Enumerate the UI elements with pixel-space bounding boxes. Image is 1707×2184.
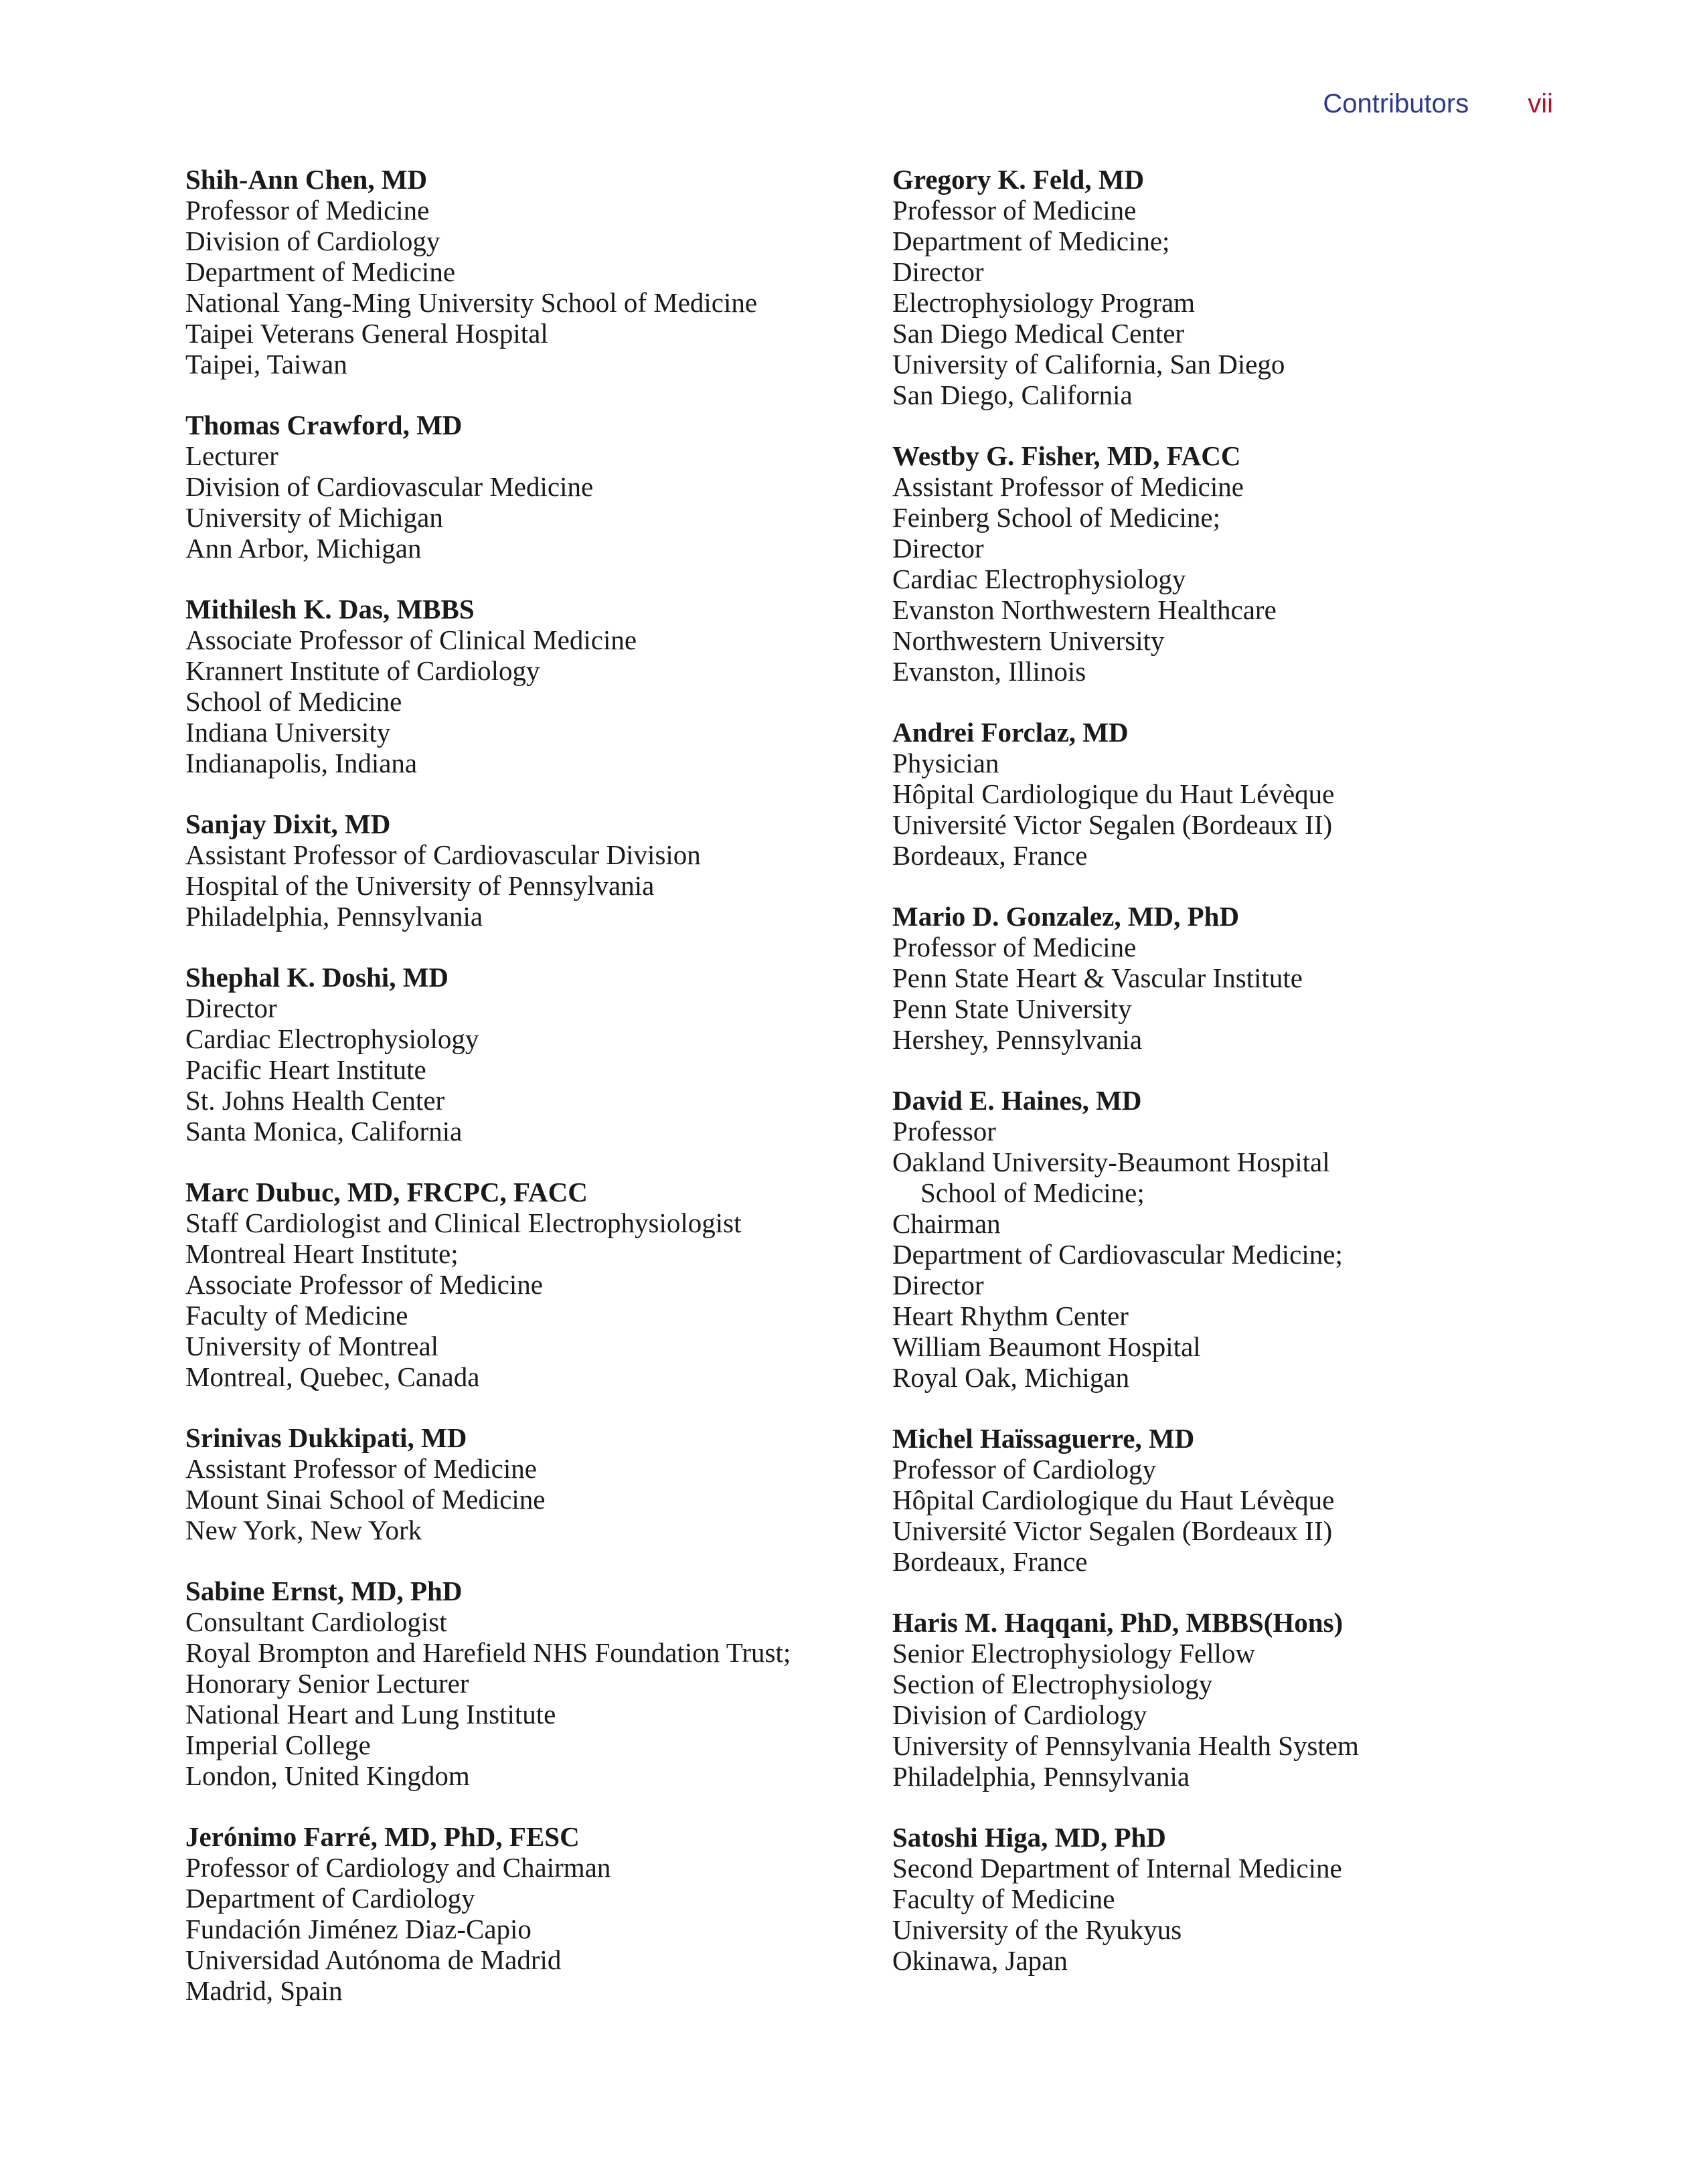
affiliation-line: Professor: [892, 1116, 996, 1147]
contributor-entry: [185, 1177, 855, 1392]
affiliation-line: University of Pennsylvania Health System: [892, 1730, 1359, 1761]
affiliation-line: Hospital of the University of Pennsylvania: [185, 870, 655, 901]
affiliation-line: New York, New York: [185, 1515, 422, 1545]
affiliation-line: Pacific Heart Institute: [185, 1054, 426, 1085]
contributor-name: Sanjay Dixit, MD: [185, 809, 391, 839]
affiliation-line: University of Michigan: [185, 502, 443, 533]
affiliation-line: Fundación Jiménez Diaz-Capio: [185, 1914, 532, 1944]
contributor-entry: [185, 809, 855, 932]
affiliation-line: Department of Medicine: [185, 256, 456, 287]
affiliation-line: Chairman: [892, 1208, 1001, 1239]
affiliation-line: Director: [185, 993, 277, 1023]
affiliation-line: Department of Cardiovascular Medicine;: [892, 1239, 1343, 1270]
affiliation-line: San Diego Medical Center: [892, 318, 1185, 349]
contributor-entry: [185, 1821, 855, 2006]
affiliation-line: Professor of Cardiology and Chairman: [185, 1852, 611, 1883]
contributor-entry: [892, 1607, 1562, 1792]
affiliation-line: Santa Monica, California: [185, 1116, 463, 1147]
affiliation-line: Hôpital Cardiologique du Haut Lévèque: [892, 1485, 1335, 1515]
affiliation-line: Second Department of Internal Medicine: [892, 1853, 1342, 1883]
affiliation-line: Taipei, Taiwan: [185, 349, 347, 380]
affiliation-line: Professor of Medicine: [892, 195, 1137, 226]
contributor-name: Michel Haïssaguerre, MD: [892, 1423, 1195, 1454]
affiliation-line: Hershey, Pennsylvania: [892, 1024, 1143, 1055]
affiliation-line: Madrid, Spain: [185, 1975, 343, 2006]
affiliation-line: Assistant Professor of Medicine: [185, 1453, 537, 1484]
affiliation-line: St. Johns Health Center: [185, 1085, 445, 1116]
affiliation-line: Director: [892, 256, 984, 287]
contributor-name: Andrei Forclaz, MD: [892, 717, 1129, 748]
affiliation-line: National Yang-Ming University School of Medicine: [185, 287, 758, 318]
contributors-column-right: [892, 164, 1562, 2006]
affiliation-line: Penn State University: [892, 993, 1132, 1024]
affiliation-line: University of the Ryukyus: [892, 1914, 1182, 1945]
affiliation-line: Taipei Veterans General Hospital: [185, 318, 548, 349]
contributor-name: Mithilesh K. Das, MBBS: [185, 594, 475, 624]
contributor-entry: [185, 962, 855, 1147]
running-head: [1323, 90, 1553, 117]
contributor-entry: [892, 164, 1562, 410]
contributor-name: Haris M. Haqqani, PhD, MBBS(Hons): [892, 1607, 1344, 1638]
affiliation-line: Physician: [892, 748, 999, 778]
affiliation-line: Faculty of Medicine: [892, 1883, 1115, 1914]
contributor-entry: [185, 594, 855, 778]
affiliation-line: Montreal Heart Institute;: [185, 1238, 459, 1269]
affiliation-line: National Heart and Lung Institute: [185, 1699, 556, 1730]
contributor-entry: [892, 440, 1562, 687]
affiliation-line: Division of Cardiology: [892, 1699, 1147, 1730]
affiliation-line: Assistant Professor of Medicine: [892, 471, 1244, 502]
contributor-name: Satoshi Higa, MD, PhD: [892, 1822, 1166, 1853]
affiliation-line: Staff Cardiologist and Clinical Electrophysiologist: [185, 1207, 742, 1238]
contributor-entry: [185, 1422, 855, 1545]
page-number: vii: [1528, 89, 1553, 118]
affiliation-line: Department of Medicine;: [892, 226, 1170, 256]
affiliation-line: Section of Electrophysiology: [892, 1669, 1213, 1699]
contributors-column-left: [185, 164, 855, 2036]
contributor-name: Jerónimo Farré, MD, PhD, FESC: [185, 1821, 580, 1852]
affiliation-line: Indiana University: [185, 717, 391, 748]
affiliation-line: Honorary Senior Lecturer: [185, 1668, 469, 1699]
affiliation-line: Northwestern University: [892, 625, 1165, 656]
affiliation-line: Bordeaux, France: [892, 840, 1088, 871]
affiliation-line: Université Victor Segalen (Bordeaux II): [892, 809, 1333, 840]
contributor-entry: [185, 164, 855, 380]
affiliation-line: Montreal, Quebec, Canada: [185, 1361, 480, 1392]
affiliation-line: Philadelphia, Pennsylvania: [892, 1761, 1190, 1792]
affiliation-line: Evanston Northwestern Healthcare: [892, 594, 1277, 625]
affiliation-line: Faculty of Medicine: [185, 1300, 408, 1331]
affiliation-line: Royal Brompton and Harefield NHS Foundation Trust;: [185, 1637, 791, 1668]
affiliation-line: Feinberg School of Medicine;: [892, 502, 1221, 533]
contributor-name: Thomas Crawford, MD: [185, 410, 463, 440]
affiliation-line: San Diego, California: [892, 380, 1133, 410]
affiliation-line: William Beaumont Hospital: [892, 1331, 1201, 1362]
affiliation-line: Ann Arbor, Michigan: [185, 533, 422, 564]
affiliation-line: Division of Cardiology: [185, 226, 440, 256]
affiliation-line: Assistant Professor of Cardiovascular Division: [185, 839, 701, 870]
affiliation-line: Cardiac Electrophysiology: [185, 1023, 479, 1054]
affiliation-line: Université Victor Segalen (Bordeaux II): [892, 1515, 1333, 1546]
affiliation-line: University of Montreal: [185, 1331, 439, 1361]
affiliation-line: Senior Electrophysiology Fellow: [892, 1638, 1256, 1669]
contributor-name: Sabine Ernst, MD, PhD: [185, 1576, 463, 1606]
contributor-name: Shephal K. Doshi, MD: [185, 962, 449, 993]
affiliation-line: Evanston, Illinois: [892, 656, 1086, 687]
affiliation-line: Consultant Cardiologist: [185, 1606, 447, 1637]
affiliation-line: Division of Cardiovascular Medicine: [185, 471, 594, 502]
contributor-name: Srinivas Dukkipati, MD: [185, 1422, 467, 1453]
section-title: Contributors: [1323, 89, 1469, 118]
contributor-entry: [892, 717, 1562, 871]
affiliation-line: Krannert Institute of Cardiology: [185, 655, 540, 686]
affiliation-line: Oakland University-Beaumont Hospital: [892, 1147, 1330, 1177]
affiliation-line: Bordeaux, France: [892, 1546, 1088, 1577]
affiliation-line: University of California, San Diego: [892, 349, 1285, 380]
contributor-entry: [892, 1085, 1562, 1393]
contributor-entry: [892, 1822, 1562, 1976]
affiliation-line: School of Medicine: [185, 686, 402, 717]
contributor-entry: [185, 410, 855, 564]
affiliation-line: Associate Professor of Clinical Medicine: [185, 624, 637, 655]
affiliation-line: Mount Sinai School of Medicine: [185, 1484, 546, 1515]
contributor-name: David E. Haines, MD: [892, 1085, 1142, 1116]
affiliation-line: Department of Cardiology: [185, 1883, 475, 1914]
contributor-entry: [185, 1576, 855, 1791]
contributor-entry: [892, 1423, 1562, 1577]
contributor-name: Gregory K. Feld, MD: [892, 164, 1145, 195]
affiliation-line: Imperial College: [185, 1730, 371, 1760]
affiliation-line: Okinawa, Japan: [892, 1945, 1068, 1976]
affiliation-line: Electrophysiology Program: [892, 287, 1196, 318]
affiliation-line: Royal Oak, Michigan: [892, 1362, 1130, 1393]
affiliation-line: Associate Professor of Medicine: [185, 1269, 544, 1300]
affiliation-line: Indianapolis, Indiana: [185, 748, 418, 778]
contributor-entry: [892, 901, 1562, 1055]
contributor-name: Westby G. Fisher, MD, FACC: [892, 440, 1241, 471]
affiliation-line: Professor of Cardiology: [892, 1454, 1157, 1485]
affiliation-line: Director: [892, 533, 984, 564]
affiliation-line: London, United Kingdom: [185, 1760, 470, 1791]
affiliation-line: Professor of Medicine: [892, 932, 1137, 962]
affiliation-line: Universidad Autónoma de Madrid: [185, 1944, 562, 1975]
affiliation-line: Director: [892, 1270, 984, 1300]
contributor-name: Mario D. Gonzalez, MD, PhD: [892, 901, 1240, 932]
affiliation-line: Professor of Medicine: [185, 195, 430, 226]
affiliation-line: Cardiac Electrophysiology: [892, 564, 1186, 594]
affiliation-line: Heart Rhythm Center: [892, 1300, 1129, 1331]
affiliation-line: Hôpital Cardiologique du Haut Lévèque: [892, 778, 1335, 809]
affiliation-line: School of Medicine;: [920, 1177, 1145, 1208]
affiliation-line: Penn State Heart & Vascular Institute: [892, 962, 1303, 993]
affiliation-line: Philadelphia, Pennsylvania: [185, 901, 483, 932]
contributor-name: Shih-Ann Chen, MD: [185, 164, 428, 195]
affiliation-line: Lecturer: [185, 440, 278, 471]
contributor-name: Marc Dubuc, MD, FRCPC, FACC: [185, 1177, 588, 1207]
